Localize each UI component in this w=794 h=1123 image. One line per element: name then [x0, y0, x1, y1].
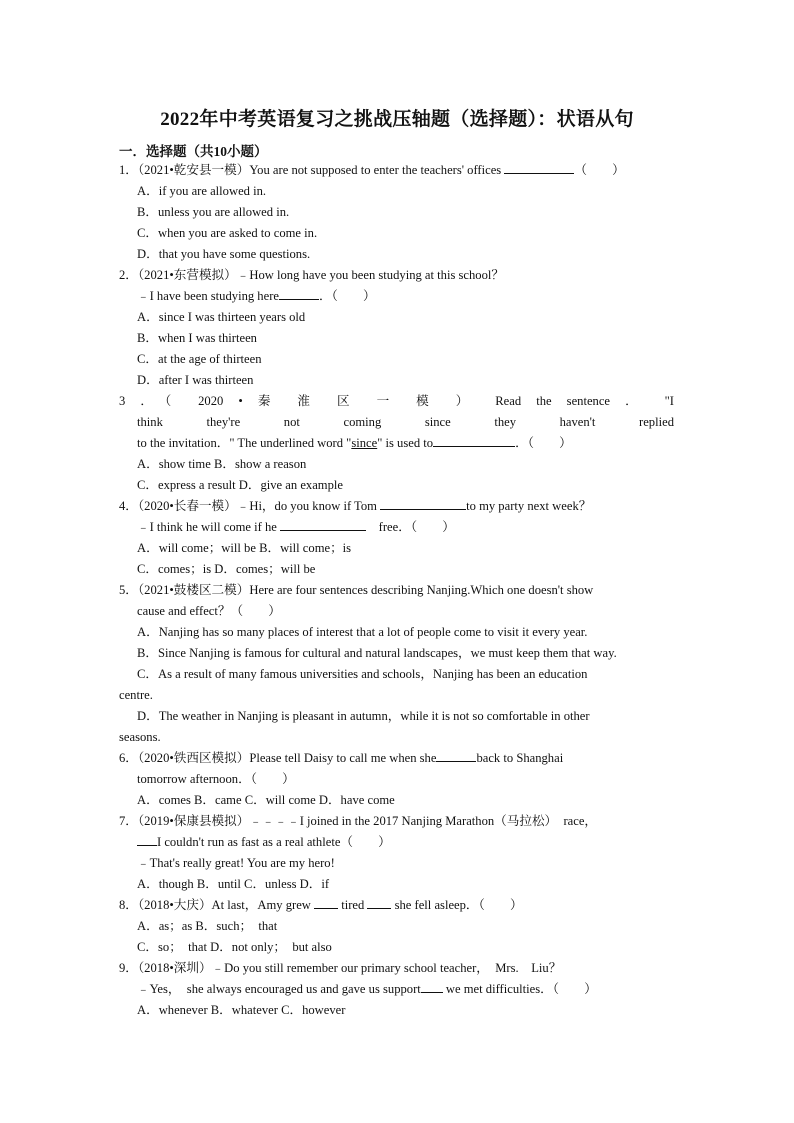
- question-1-option-a: A．if you are allowed in.: [137, 184, 267, 198]
- question-5-option-c: C．As a result of many famous universities and schools，Nanjing has been an education: [137, 667, 588, 681]
- question-5-stem-line2: cause and effect？（ ）: [137, 604, 281, 618]
- question-7-stem: 7．（2019•保康县模拟）﹣﹣﹣﹣I joined in the 2017 Nanjing Marathon（马拉松） race，: [119, 814, 598, 828]
- question-7-stem-line2: I couldn't run as fast as a real athlete（ ）: [137, 832, 391, 853]
- answer-blank: [380, 497, 466, 510]
- question-2-option-c: C．at the age of thirteen: [137, 352, 262, 366]
- question-6-stem: 6．（2020•铁西区模拟）Please tell Daisy to call me when she back to Shanghai: [119, 751, 564, 765]
- question-4-options-ab: A．will come；will be B．will come；is: [137, 541, 352, 555]
- section-heading: 一．选择题（共10小题）: [119, 144, 268, 159]
- question-2-stem-line2: ﹣I have been studying here ．（ ）: [137, 289, 376, 303]
- question-9-stem: 9．（2018•深圳）﹣Do you still remember our primary school teacher， Mrs. Liu？: [119, 961, 562, 975]
- answer-blank: [436, 749, 476, 762]
- underlined-word: since: [351, 436, 378, 450]
- answer-blank: [280, 518, 366, 531]
- question-1-option-d: D．that you have some questions.: [137, 247, 311, 261]
- answer-blank: [504, 161, 574, 174]
- page-title: 2022年中考英语复习之挑战压轴题（选择题）：状语从句: [160, 109, 634, 130]
- question-6-options: A．comes B．came C．will come D．have come: [137, 793, 395, 807]
- answer-blank: [433, 434, 515, 447]
- question-2-option-a: A．since I was thirteen years old: [137, 310, 306, 324]
- question-8-stem: 8．（2018•大庆）At last，Amy grew tired she fell asleep．（ ）: [119, 898, 523, 912]
- question-9-stem-line2: ﹣Yes， she always encouraged us and gave us support we met difficulties．（ ）: [137, 982, 597, 996]
- answer-blank: [367, 896, 391, 909]
- question-2-stem: 2．（2021•东营模拟）﹣How long have you been studying at this school？: [119, 268, 504, 282]
- question-3-stem-line2: think they're not coming since they haven't replied: [137, 415, 674, 429]
- answer-blank: [279, 287, 319, 300]
- question-5-option-c-cont: centre.: [119, 688, 153, 702]
- question-8-options-ab: A．as；as B．such； that: [137, 919, 278, 933]
- question-4-stem: 4．（2020•长春一模）﹣Hi，do you know if Tom to my party next week？: [119, 499, 592, 513]
- question-9-options: A．whenever B．whatever C．however: [137, 1003, 346, 1017]
- question-4-options-cd: C．comes；is D．comes；will be: [137, 562, 316, 576]
- question-5-option-a: A．Nanjing has so many places of interest that a lot of people come to visit it every year.: [137, 625, 588, 639]
- question-3-options-cd: C．express a result D．give an example: [137, 478, 343, 492]
- question-1-option-b: B．unless you are allowed in.: [137, 205, 290, 219]
- question-6-stem-line2: tomorrow afternoon．（ ）: [137, 772, 295, 786]
- question-7-options: A．though B．until C．unless D．if: [137, 877, 330, 891]
- answer-blank: [421, 980, 443, 993]
- question-3-stem: 3 ．（ 2020 • 秦 淮 区 一 模 ） Read the sentence ． "I: [119, 394, 674, 408]
- question-2-option-d: D．after I was thirteen: [137, 373, 254, 387]
- question-1-option-c: C．when you are asked to come in.: [137, 226, 318, 240]
- question-2-option-b: B．when I was thirteen: [137, 331, 257, 345]
- question-3-stem-line3: to the invitation．" The underlined word "since" is used to ．（ ）: [137, 436, 572, 450]
- question-7-stem-line3: ﹣That's really great! You are my hero!: [137, 856, 335, 870]
- question-5-stem: 5．（2021•鼓楼区二模）Here are four sentences describing Nanjing.Which one doesn't show: [119, 583, 594, 597]
- question-5-option-d-cont: seasons.: [119, 730, 161, 744]
- question-1-stem: 1．（2021•乾安县一模）You are not supposed to enter the teachers' offices （ ）: [119, 163, 625, 177]
- answer-blank: [314, 896, 338, 909]
- question-4-stem-line2: ﹣I think he will come if he free．（ ）: [137, 520, 455, 534]
- question-5-option-b: B．Since Nanjing is famous for cultural and natural landscapes，we must keep them that way.: [137, 646, 617, 660]
- question-8-options-cd: C．so； that D．not only； but also: [137, 940, 332, 954]
- question-5-option-d: D．The weather in Nanjing is pleasant in autumn，while it is not so comfortable in other: [137, 709, 590, 723]
- answer-blank: [137, 833, 157, 846]
- question-3-options-ab: A．show time B．show a reason: [137, 457, 307, 471]
